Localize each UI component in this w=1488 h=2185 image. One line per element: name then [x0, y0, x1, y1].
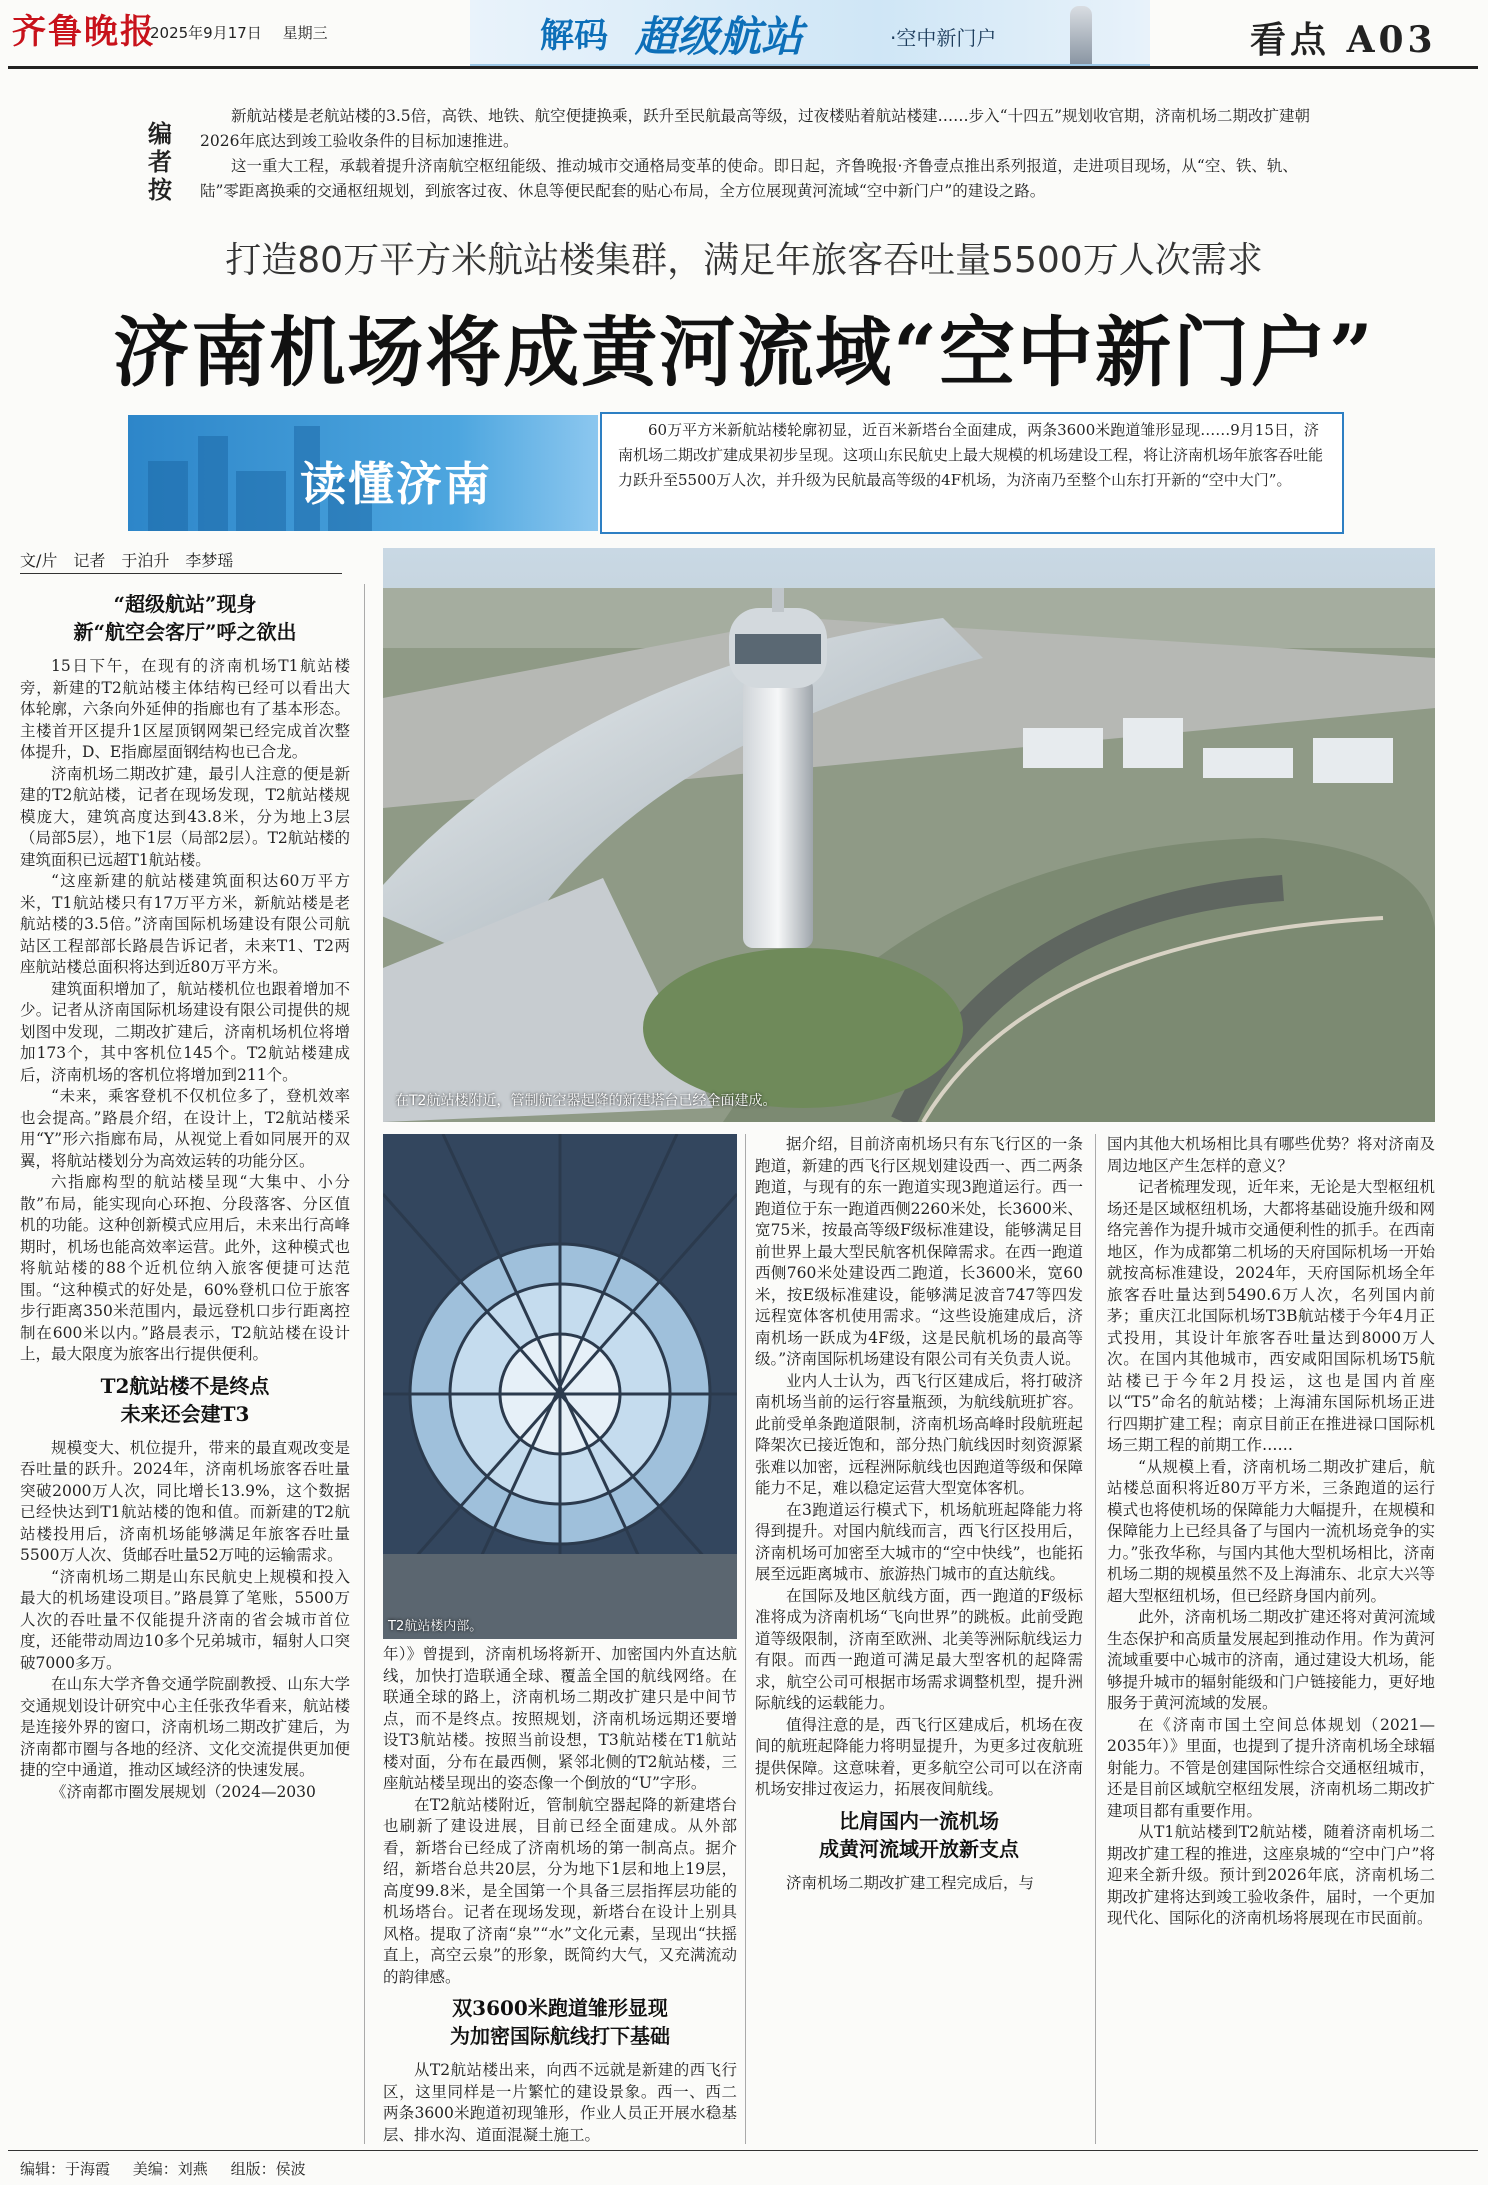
footer-rule — [8, 2150, 1478, 2151]
article-column-3 — [755, 1134, 1083, 1894]
paragraph: “济南机场二期是山东民航史上规模和投入最大的机场建设项目。”路晨算了笔账，5500万人次的吞吐量不仅能提升济南的省会城市首位度，还能带动周边10多个兄弟城市，辐射人口突破7000多万。 — [20, 1567, 350, 1672]
designer-credit: 美编：刘燕 — [132, 2160, 208, 2178]
weekday-text: 星期三 — [282, 24, 328, 42]
paragraph: 在山东大学齐鲁交通学院副教授、山东大学交通规划设计研究中心主任张孜华看来，航站楼是连接外界的窗口，济南机场二期改扩建后，为济南都市圈与各地的经济、文化交流提供更加便捷的空中通道，推动区域经济的快速发展。 — [20, 1675, 350, 1779]
lead-paragraph: 60万平方米新航站楼轮廓初显，近百米新塔台全面建成，两条3600米跑道雏形显现……9月15日，济南机场二期改扩建成果初步呈现。这项山东民航史上最大规模的机场建设工程，将让济南机场年旅客吞吐能力跃升至5500万人次，并升级为民航最高等级的4F机场，为济南乃至整个山东打开新的“空中大门”。 — [618, 421, 1324, 489]
top-rule — [8, 66, 1478, 69]
paragraph: 在《济南市国土空间总体规划（2021—2035年）》里面，也提到了提升济南机场全球辐射能力。不管是创建国际性综合交通枢纽城市，还是目前区域航空枢纽发展，济南机场二期改扩建项目都有重要作用。 — [1107, 1715, 1435, 1820]
banner-subtitle: ·空中新门户 — [890, 26, 997, 50]
airport-aerial-photo — [383, 548, 1435, 1122]
page-credits — [20, 2158, 324, 2179]
section-heading — [383, 1994, 737, 2050]
editor-note-label: 编者按 — [148, 119, 172, 204]
issue-date — [150, 22, 344, 43]
date-text: 2025年9月17日 — [150, 24, 262, 42]
photo-caption: 在T2航站楼附近，管制航空器起降的新建塔台已经全面建成。 — [395, 1093, 777, 1109]
section-heading — [20, 1372, 350, 1428]
subheadline: 打造80万平方米航站楼集群，满足年旅客吞吐量5500万人次需求 — [225, 240, 1263, 281]
paragraph: 规模变大、机位提升，带来的最直观改变是吞吐量的跃升。2024年，济南机场旅客吞吐量突破2000万人次，同比增长13.9%，这个数据已经快达到T1航站楼的饱和值。而新建的T2航站楼投用后，济南机场能够满足年旅客吞吐量5500万人次、货邮吞吐量52万吨的运输需求。 — [20, 1438, 350, 1564]
terminal-interior-photo — [383, 1134, 737, 1639]
banner-prefix: 解码 — [540, 16, 608, 56]
skyline-icon — [236, 471, 286, 531]
paragraph: 《济南都市圈发展规划（2024—2030 — [51, 1782, 316, 1801]
tower-icon — [1070, 6, 1092, 64]
headline: 济南机场将成黄河流域“空中新门户” — [113, 308, 1375, 397]
paragraph: 年）》曾提到，济南机场将新开、加密国内外直达航线，加快打造联通全球、覆盖全国的航线网络。在联通全球的路上，济南机场二期改扩建只是中间节点，而不是终点。按照规划，济南机场远期还要增设T3航站楼。按照当前设想，T3航站楼在T1航站楼对面，分布在最西侧，紧邻北侧的T2航站楼，三座航站楼呈现出的姿态像一个倒放的“U”字形。 — [383, 1645, 737, 1792]
heading-text: T2航站楼不是终点 未来还会建T3 — [100, 1373, 270, 1426]
editor-credit: 编辑：于海霞 — [20, 2160, 111, 2178]
section-name: 看点 — [1250, 19, 1331, 61]
editor-note-paragraph: 新航站楼是老航站楼的3.5倍，高铁、地铁、航空便捷换乘，跃升至民航最高等级，过夜楼贴着航站楼建……步入“十四五”规划收官期，济南机场二期改扩建朝2026年底达到竣工验收条件的目标加速推进。 — [200, 107, 1311, 150]
section-heading — [20, 590, 350, 646]
layout-credit: 组版：侯波 — [230, 2160, 306, 2178]
article-column-4 — [1107, 1134, 1435, 1930]
paragraph: 济南机场二期改扩建工程完成后，与 — [786, 1873, 1035, 1892]
series-banner — [470, 0, 1150, 66]
paragraph: 在3跑道运行模式下，机场航班起降能力将得到提升。对国内航线而言，西飞行区投用后，济南机场可加密至大城市的“空中快线”，也能拓展至远距离城市、旅游热门城市的直达航线。 — [755, 1500, 1083, 1583]
editor-note — [200, 104, 1330, 204]
column-divider — [364, 584, 365, 2144]
byline-rule — [20, 573, 342, 574]
paragraph: “未来，乘客登机不仅机位多了，登机效率也会提高。”路晨介绍，在设计上，T2航站楼采用“Y”形六指廊布局，从视觉上看如同展开的双翼，将航站楼划分为高效运转的功能分区。 — [20, 1087, 350, 1170]
skyline-icon — [148, 461, 188, 531]
paragraph: 从T1航站楼到T2航站楼，随着济南机场二期改扩建工程的推进，这座泉城的“空中门户”将迎来全新升级。预计到2026年底，济南机场二期改扩建将达到竣工验收条件，届时，一个更加现代化、国际化的济南机场将展现在市民面前。 — [1107, 1823, 1435, 1927]
paragraph: 业内人士认为，西飞行区建成后，将打破济南机场当前的运行容量瓶颈，为航线航班扩容。此前受单条跑道限制，济南机场高峰时段航班起降架次已接近饱和，部分热门航线因时刻资源紧张难以加密，远程洲际航线也因跑道等级和保障能力不足，难以稳定运营大型宽体客机。 — [755, 1371, 1083, 1497]
column-divider — [1095, 1134, 1096, 2144]
paragraph: 此外，济南机场二期改扩建还将对黄河流域生态保护和高质量发展起到推动作用。作为黄河流域重要中心城市的济南，通过建设大机场，能够提升城市的辐射能级和门户链接能力，更好地服务于黄河流域的发展。 — [1107, 1608, 1435, 1712]
paragraph: 国内其他大机场相比具有哪些优势？将对济南及周边地区产生怎样的意义？ — [1107, 1135, 1435, 1175]
banner-title: 超级航站 — [635, 12, 804, 61]
interior-photo-caption: T2航站楼内部。 — [388, 1619, 483, 1634]
article-column-2 — [383, 1644, 737, 2146]
paragraph: 从T2航站楼出来，向西不远就是新建的西飞行区，这里同样是一片繁忙的建设景象。西一、西二两条3600米跑道初现雏形，作业人员正开展水稳基层、排水沟、道面混凝土施工。 — [383, 2061, 737, 2144]
heading-text: 双3600米跑道雏形显现 为加密国际航线打下基础 — [450, 1996, 670, 2048]
page-number: A03 — [1346, 19, 1437, 61]
paragraph: 六指廊构型的航站楼呈现“大集中、小分散”布局，能实现向心环抱、分段落客、分区值机的功能。这种创新模式应用后，未来出行高峰期时，机场也能高效率运营。此外，这种模式也将航站楼的88个近机位纳入旅客便捷可达范围。“这种模式的好处是，60%登机口位于旅客步行距离350米范围内，最远登机口步行距离控制在600米以内。”路晨表示，T2航站楼在设计上，最大限度为旅客出行提供便利。 — [20, 1173, 350, 1363]
paragraph: “从规模上看，济南机场二期改扩建后，航站楼总面积将近80万平方米，三条跑道的运行模式也将使机场的保障能力大幅提升，在规模和保障能力上已经具备了与国内一流机场竞争的实力。”张孜华称，与国内其他大型机场相比，济南机场二期的规模虽然不及上海浦东、北京大兴等超大型枢纽机场，但已经跻身国内前列。 — [1107, 1457, 1435, 1605]
article-column-1 — [20, 584, 350, 1803]
paragraph: 值得注意的是，西飞行区建成后，机场在夜间的航班起降能力将明显提升，为更多过夜航班提供保障。这意味着，更多航空公司可以在济南机场安排过夜运力，拓展夜间航线。 — [755, 1715, 1083, 1798]
paragraph: 建筑面积增加了，航站楼机位也跟着增加不少。记者从济南国际机场建设有限公司提供的规划图中发现，二期改扩建后，济南机场机位将增加173个，其中客机位145个。T2航站楼建成后，济南机场的客机位将增加到211个。 — [20, 979, 350, 1084]
paragraph: 在国际及地区航线方面，西一跑道的F级标准将成为济南机场“飞向世界”的跳板。此前受跑道等级限制，济南至欧洲、北美等洲际航线运力有限。而西一跑道可满足最大型客机的起降需求，航空公司可根据市场需求调整机型，提升洲际航线的运载能力。 — [755, 1586, 1083, 1712]
heading-text: 比肩国内一流机场 成黄河流域开放新支点 — [819, 1808, 1019, 1861]
paragraph: 据介绍，目前济南机场只有东飞行区的一条跑道，新建的西飞行区规划建设西一、西二两条跑道，与现有的东一跑道实现3跑道运行。西一跑道位于东一跑道西侧2260米处，长3600米、宽75米，按最高等级F级标准建设，能够满足目前世界上最大型民航客机保障需求。在西一跑道西侧760米处建设西二跑道，长3600米，宽60米，按E级标准建设，能够满足波音747等四发远程宽体客机使用需求。“这些设施建成后，济南机场一跃成为4F级，这是民航机场的最高等级。”济南国际机场建设有限公司有关负责人说。 — [755, 1135, 1083, 1368]
column-divider — [745, 1134, 746, 2144]
heading-text: “超级航站”现身 新“航空会客厅”呼之欲出 — [73, 592, 297, 644]
paragraph: 记者梳理发现，近年来，无论是大型枢纽机场还是区域枢纽机场，大都将基础设施升级和网络完善作为提升城市交通便利性的抓手。在西南地区，作为成都第二机场的天府国际机场一开始就按高标准建设，2024年，天府国际机场全年旅客吞吐量达到5490.6万人次，名列国内前茅；重庆江北国际机场T3B航站楼于今年4月正式投用，其设计年旅客吞吐量达到8000万人次。在国内其他城市，西安咸阳国际机场T5航站楼已于今年2月投运，这也是国内首座以“T5”命名的航站楼；上海浦东国际机场正进行四期扩建工程；南京目前正在推进禄口国际机场三期工程的前期工作…… — [1107, 1178, 1435, 1454]
editor-note-paragraph: 这一重大工程，承载着提升济南航空枢纽能级、推动城市交通格局变革的使命。即日起，齐鲁晚报·齐鲁壹点推出系列报道，走进项目现场，从“空、铁、轨、陆”零距离换乘的交通枢纽规划，到旅客过夜、休息等便民配套的贴心布局，全方位展现黄河流域“空中新门户”的建设之路。 — [200, 157, 1298, 200]
newspaper-logo: 齐鲁晚报 — [12, 12, 156, 52]
paragraph: 15日下午，在现有的济南机场T1航站楼旁，新建的T2航站楼主体结构已经可以看出大体轮廓，六条向外延伸的指廊也有了基本形态。主楼首开区提升1区屋顶钢网架已经完成首次整体提升，D、E指廊屋面钢结构也已合龙。 — [20, 657, 350, 761]
skyline-icon — [198, 436, 228, 531]
byline: 文/片 记者 于泊升 李梦瑶 — [20, 551, 234, 570]
column-tag: 读懂济南 — [300, 457, 492, 511]
paragraph: 在T2航站楼附近，管制航空器起降的新建塔台也刷新了建设进展，目前已经全面建成。从外部看，新塔台已经成了济南机场的第一制高点。据介绍，新塔台总共20层，分为地下1层和地上19层，高度99.8米，是全国第一个具备三层指挥层功能的机场塔台。记者在现场发现，新塔台在设计上别具风格。提取了济南“泉”“水”文化元素，呈现出“扶摇直上，高空云泉”的形象，既简约大气，又充满流动的韵律感。 — [383, 1795, 737, 1986]
paragraph: “这座新建的航站楼建筑面积达60万平方米，T1航站楼只有17万平方米，新航站楼是老航站楼的3.5倍。”济南国际机场建设有限公司航站区工程部部长路晨告诉记者，未来T1、T2两座航站楼总面积将达到近80万平方米。 — [20, 872, 350, 976]
section-heading — [755, 1807, 1083, 1863]
section-label — [1250, 12, 1437, 63]
paragraph: 济南机场二期改扩建，最引人注意的便是新建的T2航站楼，记者在现场发现，T2航站楼规模庞大，建筑高度达到43.8米，分为地上3层（局部5层），地下1层（局部2层）。T2航站楼的建筑面积已远超T1航站楼。 — [20, 764, 350, 869]
